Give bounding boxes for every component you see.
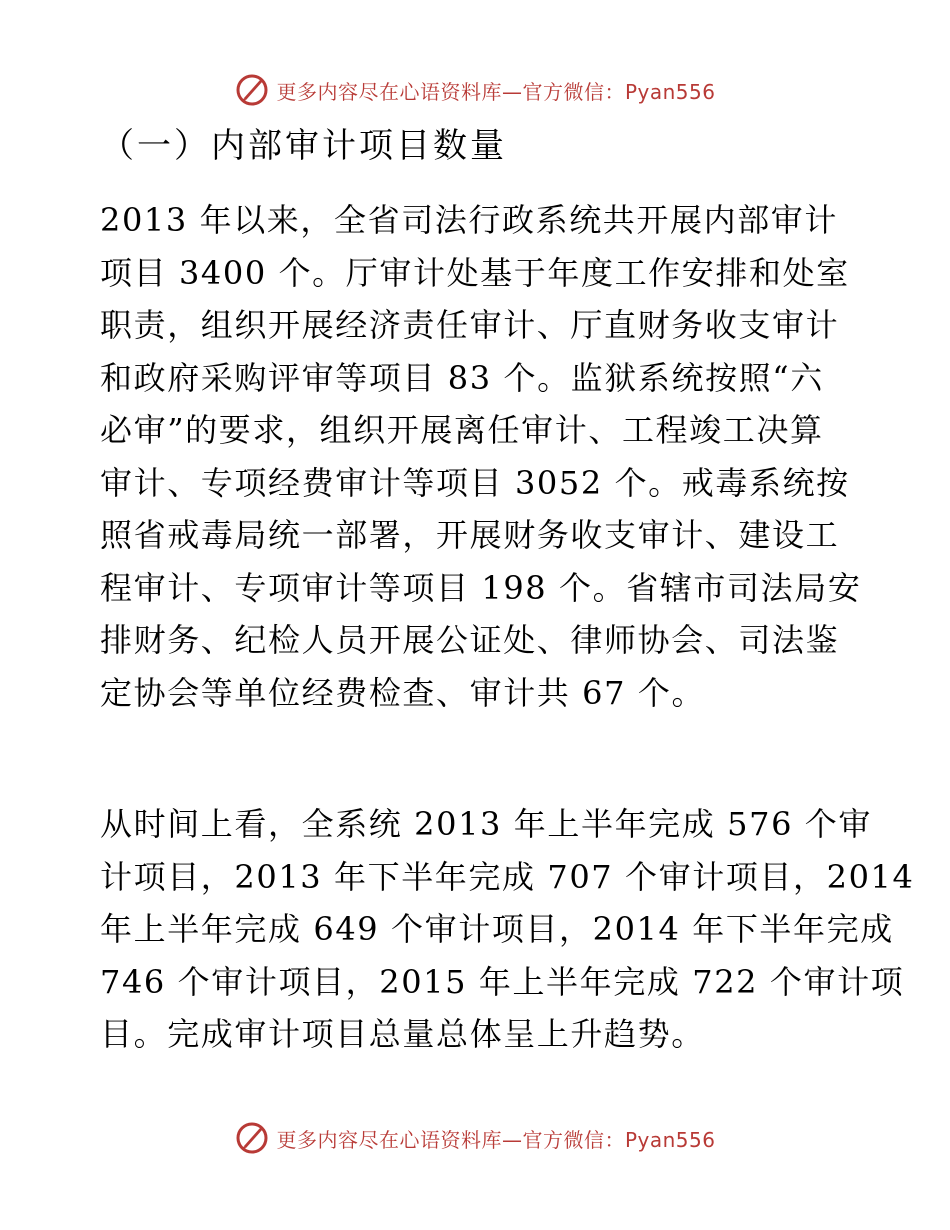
text-line: 目。完成审计项目总量总体呈上升趋势。	[100, 1015, 705, 1053]
text-line: 必审”的要求，组织开展离任审计、工程竣工决算	[100, 411, 824, 449]
text-line: 计项目，2013 年下半年完成 707 个审计项目，2014	[100, 857, 915, 896]
paragraph-time-trend	[100, 798, 915, 1061]
text-line: 2013 年以来，全省司法行政系统共开展内部审计	[100, 201, 839, 239]
section-heading: （一）内部审计项目数量	[100, 126, 507, 166]
quill-seal-icon	[234, 1120, 270, 1156]
text-line: 照省戒毒局统一部署，开展财务收支审计、建设工	[100, 516, 840, 554]
header-watermark	[0, 72, 950, 108]
text-line: 年上半年完成 649 个审计项目，2014 年下半年完成	[100, 910, 894, 948]
text-line: 程审计、专项审计等项目 198 个。省辖市司法局安	[100, 568, 862, 607]
text-line: 746 个审计项目，2015 年上半年完成 722 个审计项	[100, 962, 905, 1001]
text-line: 定协会等单位经费检查、审计共 67 个。	[100, 673, 706, 712]
paragraph-audit-projects	[100, 194, 860, 719]
text-line: 从时间上看，全系统 2013 年上半年完成 576 个审	[100, 805, 873, 843]
text-line: 职责，组织开展经济责任审计、厅直财务收支审计	[100, 306, 840, 344]
footer-watermark	[0, 1120, 950, 1156]
text-line: 项目 3400 个。厅审计处基于年度工作安排和处室	[100, 253, 850, 292]
watermark-text: 更多内容尽在心语资料库—官方微信：Pyan556	[276, 1127, 716, 1152]
quill-seal-icon	[234, 72, 270, 108]
watermark-text: 更多内容尽在心语资料库—官方微信：Pyan556	[276, 79, 716, 104]
text-line: 和政府采购评审等项目 83 个。监狱系统按照“六	[100, 358, 824, 397]
text-line: 审计、专项经费审计等项目 3052 个。戒毒系统按	[100, 463, 850, 502]
text-line: 排财务、纪检人员开展公证处、律师协会、司法鉴	[100, 621, 840, 659]
